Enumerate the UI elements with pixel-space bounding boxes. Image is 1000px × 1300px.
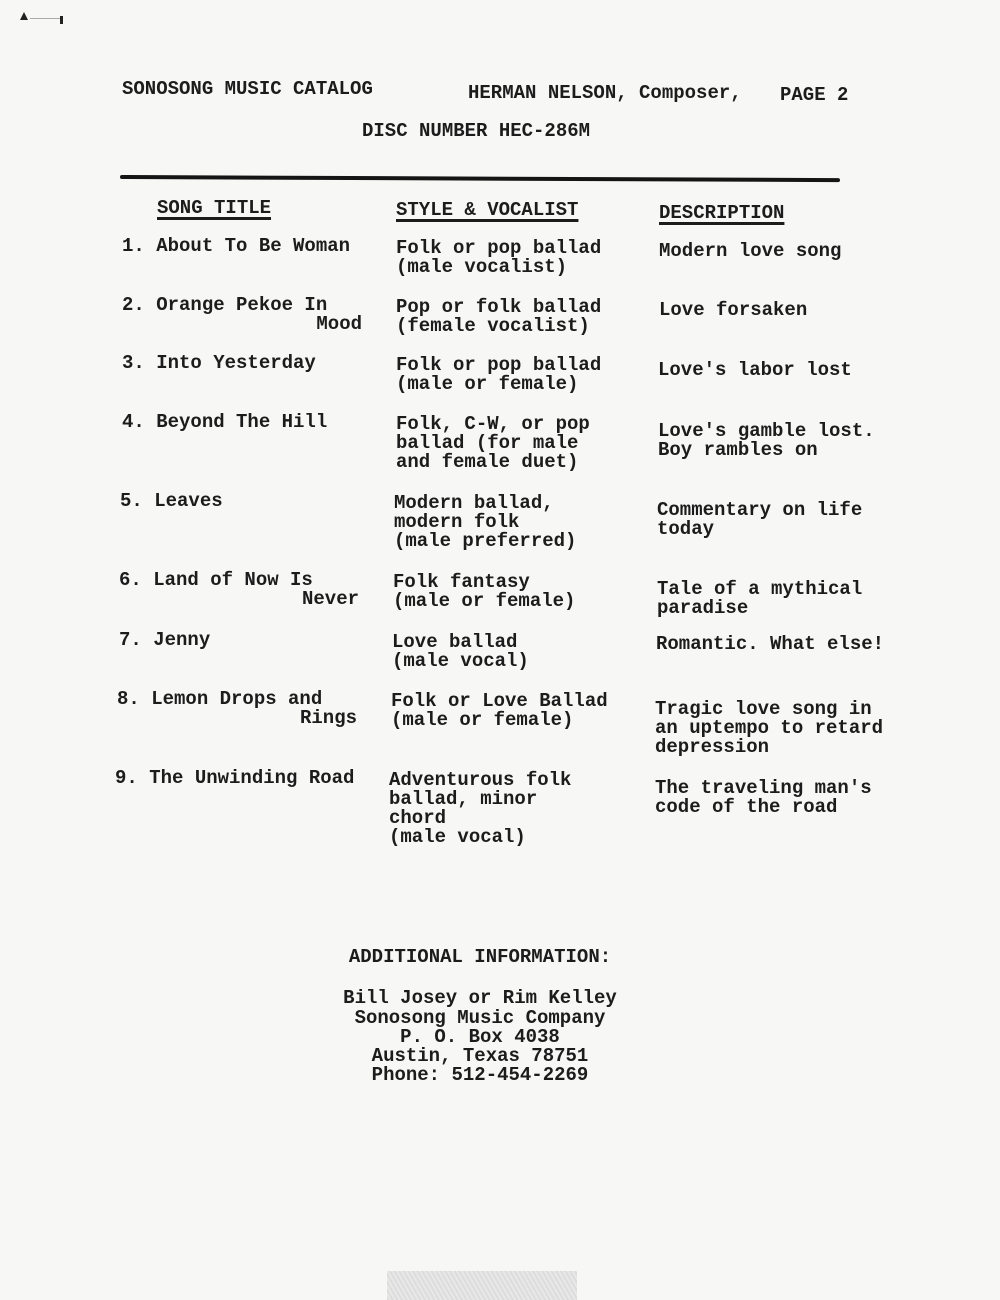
- song-style-line: chord: [389, 807, 447, 829]
- song-style-line: Folk or Love Ballad: [391, 690, 608, 712]
- song-style-line: Adventurous folk: [389, 769, 572, 791]
- song-title-line: 4. Beyond The Hill: [122, 411, 328, 433]
- song-description: [656, 635, 884, 654]
- song-title-line: 3. Into Yesterday: [122, 352, 316, 374]
- song-title: [119, 571, 359, 609]
- city-state-zip: Austin, Texas 78751: [371, 1045, 589, 1067]
- song-style-line: (male vocalist): [396, 256, 568, 278]
- paper-smudge: [387, 1271, 577, 1300]
- song-description-line: depression: [655, 736, 770, 758]
- song-title: [122, 413, 362, 432]
- composer-name: HERMAN NELSON, Composer,: [468, 82, 742, 104]
- song-style-line: ballad, minor: [389, 788, 538, 810]
- song-style-line: (female vocalist): [396, 315, 590, 337]
- song-style-line: (male or female): [396, 373, 579, 395]
- song-description: [658, 361, 852, 380]
- song-description: [659, 242, 841, 261]
- song-style: [396, 239, 601, 277]
- additional-info-heading: ADDITIONAL INFORMATION:: [348, 946, 612, 968]
- song-description-line: Tale of a mythical: [657, 578, 863, 600]
- song-title: [122, 237, 362, 256]
- song-title: [117, 690, 357, 728]
- catalog-title: SONOSONG MUSIC CATALOG: [122, 78, 373, 100]
- song-description-line: Romantic. What else!: [656, 633, 885, 655]
- song-style: [396, 415, 590, 472]
- song-style: [396, 356, 601, 394]
- song-title: [122, 296, 362, 334]
- song-title-line: 2. Orange Pekoe In: [122, 294, 328, 316]
- song-title: [120, 492, 360, 511]
- song-description: [657, 501, 862, 539]
- song-title-line: 8. Lemon Drops and: [117, 688, 323, 710]
- corner-tick: [60, 16, 63, 24]
- column-header-description: DESCRIPTION: [659, 202, 785, 224]
- song-style-line: Folk, C-W, or pop: [396, 413, 590, 435]
- song-description-line: Boy rambles on: [658, 439, 818, 461]
- phone-number: Phone: 512-454-2269: [371, 1064, 589, 1086]
- song-description: [655, 779, 872, 817]
- song-description-line: Modern love song: [659, 240, 842, 262]
- song-style: [389, 771, 571, 847]
- song-title-continuation: Never: [301, 588, 359, 610]
- song-style: [396, 298, 601, 336]
- song-description-line: an uptempo to retard: [655, 717, 884, 739]
- song-title-continuation: Rings: [299, 707, 357, 729]
- corner-registration-mark: [20, 12, 66, 26]
- song-style-line: (male or female): [393, 590, 576, 612]
- song-description-line: Tragic love song in: [655, 698, 872, 720]
- triangle-mark-icon: [20, 12, 28, 20]
- song-title-line: 5. Leaves: [120, 490, 223, 512]
- song-description: [655, 700, 883, 757]
- song-description-line: Love's labor lost: [658, 359, 852, 381]
- song-style-line: Love ballad: [392, 631, 518, 653]
- song-title-line: 9. The Unwinding Road: [115, 767, 355, 789]
- page-number: PAGE 2: [780, 84, 849, 106]
- song-style: [391, 692, 608, 730]
- song-style-line: (male or female): [391, 709, 574, 731]
- song-style-line: Folk or pop ballad: [396, 237, 602, 259]
- column-header-song-title: SONG TITLE: [157, 197, 272, 219]
- song-description: [659, 301, 807, 320]
- song-style-line: modern folk: [394, 511, 520, 533]
- song-style-line: ballad (for male: [396, 432, 579, 454]
- song-title-line: 1. About To Be Woman: [122, 235, 351, 257]
- song-style-line: (male preferred): [394, 530, 577, 552]
- song-description-line: Commentary on life: [657, 499, 863, 521]
- column-header-style-vocalist: STYLE & VOCALIST: [396, 199, 579, 221]
- song-style-line: Modern ballad,: [394, 492, 554, 514]
- song-style: [393, 573, 575, 611]
- song-style: [392, 633, 529, 671]
- header-divider: [120, 175, 840, 182]
- corner-line: [30, 18, 60, 19]
- song-description-line: The traveling man's: [655, 777, 872, 799]
- song-title: [119, 631, 359, 650]
- song-style-line: Folk fantasy: [393, 571, 530, 593]
- song-style-line: Folk or pop ballad: [396, 354, 602, 376]
- song-description-line: Love's gamble lost.: [658, 420, 875, 442]
- song-title: [122, 354, 362, 373]
- song-description-line: Love forsaken: [659, 299, 808, 321]
- song-title: [115, 769, 355, 788]
- song-style: [394, 494, 576, 551]
- song-style-line: (male vocal): [392, 650, 529, 672]
- song-title-line: 7. Jenny: [119, 629, 211, 651]
- song-style-line: Pop or folk ballad: [396, 296, 602, 318]
- song-style-line: and female duet): [396, 451, 579, 473]
- song-description: [658, 422, 875, 460]
- contact-names: Bill Josey or Rim Kelley: [343, 987, 617, 1009]
- song-description-line: code of the road: [655, 796, 838, 818]
- song-title-continuation: Mood: [316, 313, 362, 335]
- po-box: P. O. Box 4038: [400, 1026, 560, 1048]
- disc-number: DISC NUMBER HEC-286M: [362, 120, 591, 142]
- song-description-line: today: [657, 518, 715, 540]
- song-description: [657, 580, 862, 618]
- company-name: Sonosong Music Company: [354, 1007, 606, 1029]
- song-style-line: (male vocal): [389, 826, 526, 848]
- song-title-line: 6. Land of Now Is: [119, 569, 313, 591]
- song-description-line: paradise: [657, 597, 749, 619]
